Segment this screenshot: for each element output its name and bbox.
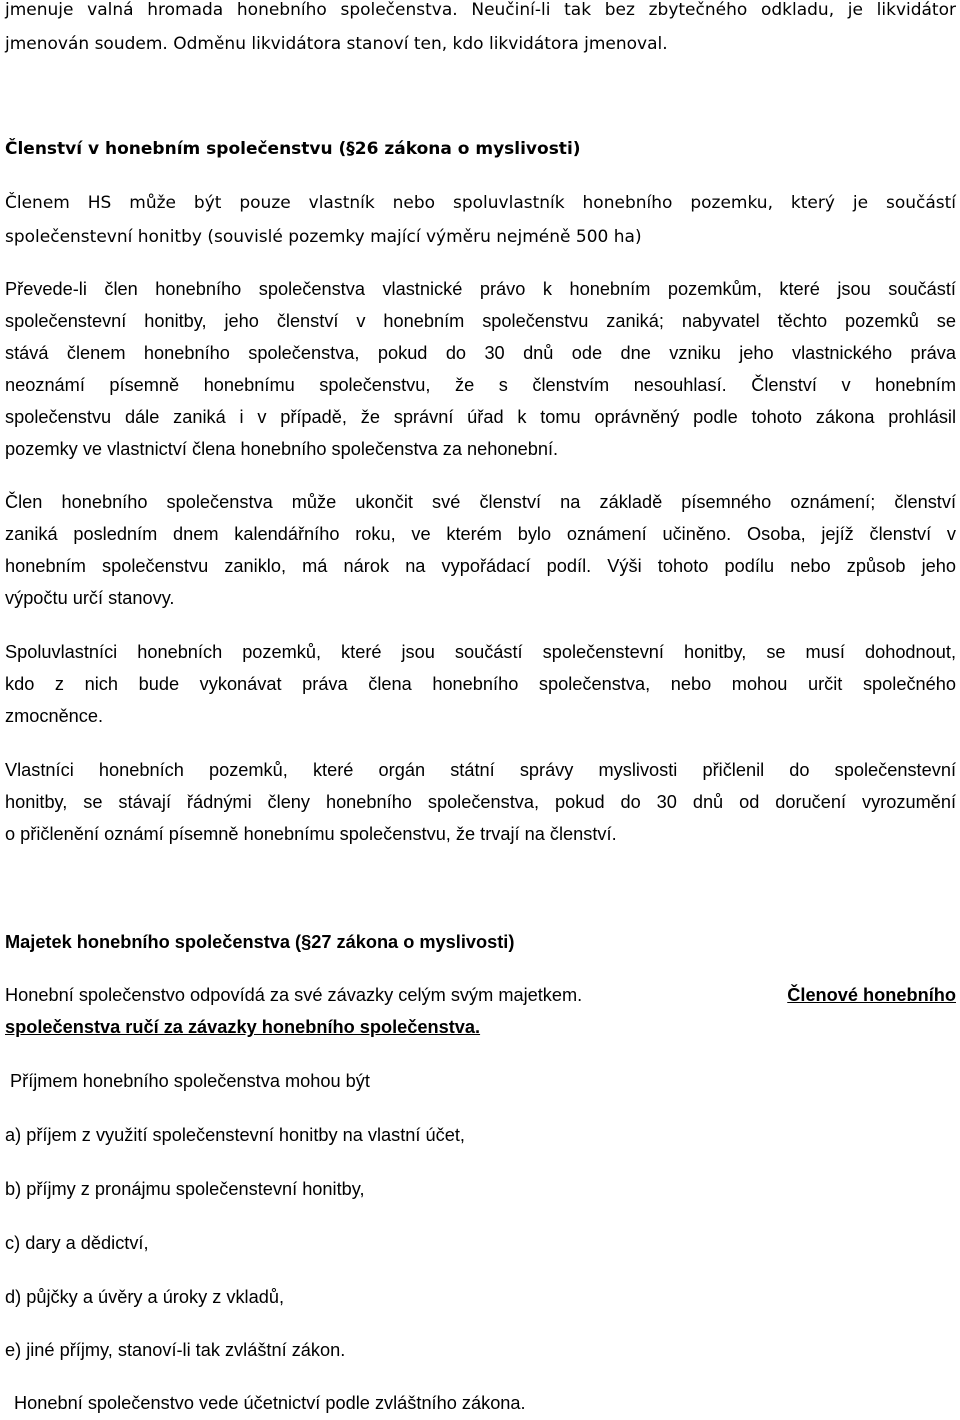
membership-p2-line-3: stává členem honebního společenstva, pokud do 30 dnů ode dne vzniku jeho vlastnického práva — [5, 343, 956, 363]
membership-p1-line-1: Členem HS může být pouze vlastník nebo spoluvlastník honebního pozemku, který je součástí — [5, 193, 956, 213]
income-item-e: e) jiné příjmy, stanoví-li tak zvláštní zákon. — [5, 1340, 346, 1360]
intro-line-1: jmenuje valná hromada honebního společenstva. Neučiní-li tak bez zbytečného odkladu, je likvidátor — [5, 0, 956, 20]
membership-p2-line-4: neoznámí písemně honebnímu společenstvu, že s členstvím nesouhlasí. Členství v honebním — [5, 375, 956, 395]
property-heading: Majetek honebního společenstva (§27 zákona o myslivosti) — [5, 932, 515, 952]
property-p1-plain: Honební společenstvo odpovídá za své závazky celým svým majetkem. — [5, 985, 583, 1005]
membership-p4-line-1: Spoluvlastníci honebních pozemků, které jsou součástí společenstevní honitby, se musí dohodnout, — [5, 642, 956, 662]
membership-p3-line-2: zaniká posledním dnem kalendářního roku, ve kterém bylo oznámení učiněno. Osoba, jejíž členství v — [5, 524, 956, 544]
membership-p4-line-3: zmocněnce. — [5, 706, 104, 726]
income-item-b: b) příjmy z pronájmu společenstevní honitby, — [5, 1179, 365, 1199]
intro-line-2: jmenován soudem. Odměnu likvidátora stanoví ten, kdo likvidátora jmenoval. — [5, 34, 668, 54]
membership-p5-line-3: o přičlenění oznámí písemně honebnímu společenstvu, že trvají na členství. — [5, 824, 617, 844]
membership-p2-line-5: společenstvu dále zaniká i v případě, že správní úřad k tomu oprávněný podle tohoto zákona prohlásil — [5, 407, 956, 427]
membership-p3-line-3: honebním společenstvu zaniklo, má nárok na vypořádací podíl. Výši tohoto podílu nebo způsob jeho — [5, 556, 956, 576]
property-p1-underlined-a: Členové honebního — [787, 985, 956, 1005]
membership-p3-line-4: výpočtu určí stanovy. — [5, 588, 175, 608]
membership-p4-line-2: kdo z nich bude vykonávat práva člena honebního společenstva, nebo mohou určit společného — [5, 674, 956, 694]
membership-p3-line-1: Člen honebního společenstva může ukončit své členství na základě písemného oznámení; členství — [5, 492, 956, 512]
membership-p5-line-2: honitby, se stávají řádnými členy honebního společenstva, pokud do 30 dnů od doručení vyrozumění — [5, 792, 956, 812]
income-item-d: d) půjčky a úvěry a úroky z vkladů, — [5, 1287, 284, 1307]
membership-p1-line-2: společenstevní honitby (souvislé pozemky mající výměru nejméně 500 ha) — [5, 227, 642, 247]
property-p1-underlined-b: společenstva ručí za závazky honebního společenstva. — [5, 1017, 481, 1037]
membership-p5-line-1: Vlastníci honebních pozemků, které orgán státní správy myslivosti přičlenil do společenstevní — [5, 760, 956, 780]
property-p1-line-1 — [5, 983, 956, 1007]
income-item-a: a) příjem z využití společenstevní honitby na vlastní účet, — [5, 1125, 465, 1145]
membership-p2-line-2: společenstevní honitby, jeho členství v honebním společenstvu zaniká; nabyvatel těchto pozemků se — [5, 311, 956, 331]
membership-p2-line-6: pozemky ve vlastnictví člena honebního společenstva za nehonební. — [5, 439, 559, 459]
income-item-c: c) dary a dědictví, — [5, 1233, 149, 1253]
income-intro: Příjmem honebního společenstva mohou být — [10, 1071, 370, 1091]
accounting-note: Honební společenstvo vede účetnictví podle zvláštního zákona. — [14, 1393, 526, 1413]
membership-p2-line-1: Převede-li člen honebního společenstva vlastnické právo k honebním pozemkům, které jsou součástí — [5, 279, 956, 299]
membership-heading: Členství v honebním společenstvu (§26 zákona o myslivosti) — [5, 139, 581, 159]
